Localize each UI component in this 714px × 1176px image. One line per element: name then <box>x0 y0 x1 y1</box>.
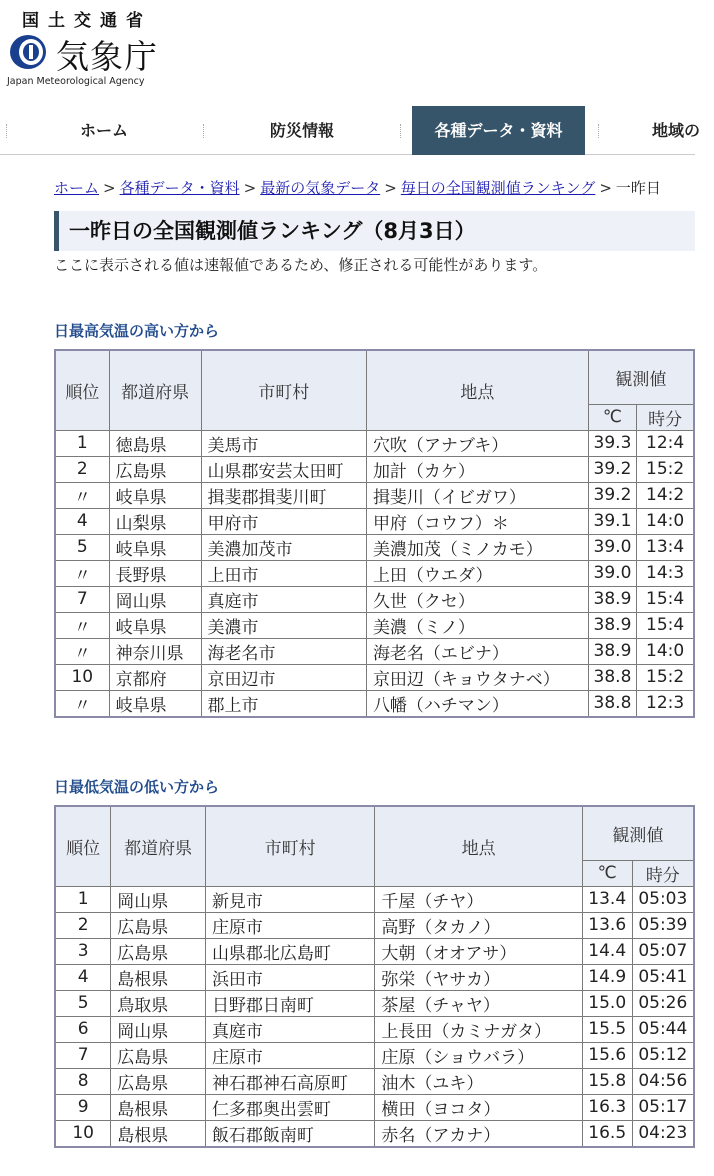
table-row <box>55 912 694 938</box>
prefecture-cell: 島根県 <box>111 1094 206 1120</box>
breadcrumb-link-home[interactable]: ホーム <box>54 179 100 197</box>
max-temp-table-viewport[interactable] <box>0 349 695 731</box>
value-cell: 16.3 <box>582 1094 632 1120</box>
table-row <box>55 1120 694 1147</box>
nav-separator <box>6 124 7 138</box>
prefecture-cell: 岐阜県 <box>109 482 201 508</box>
col-header-unit: ℃ <box>582 860 632 886</box>
site-header <box>0 0 695 100</box>
rank-cell: 〃 <box>55 690 109 717</box>
value-cell: 15.5 <box>582 1016 632 1042</box>
city-cell: 山県郡安芸太田町 <box>201 456 366 482</box>
rank-cell: 1 <box>55 886 111 912</box>
station-cell: 揖斐川（イビガワ） <box>366 482 588 508</box>
prefecture-cell: 広島県 <box>111 912 206 938</box>
col-header-observed-value: 観測値 <box>588 350 694 404</box>
prefecture-cell: 長野県 <box>109 560 201 586</box>
city-cell: 神石郡神石高原町 <box>205 1068 374 1094</box>
table-row <box>55 430 694 456</box>
time-cell: 15:2 <box>637 664 694 690</box>
time-cell: 15:2 <box>637 456 694 482</box>
station-cell: 庄原（ショウバラ） <box>375 1042 582 1068</box>
min-temp-table-viewport[interactable] <box>0 805 695 1160</box>
table-row <box>55 638 694 664</box>
nav-separator <box>400 124 401 138</box>
station-cell: 加計（カケ） <box>366 456 588 482</box>
city-cell: 美濃市 <box>201 612 366 638</box>
time-cell: 05:39 <box>632 912 694 938</box>
station-cell: 上田（ウエダ） <box>366 560 588 586</box>
prefecture-cell: 岡山県 <box>111 886 206 912</box>
station-cell: 海老名（エビナ） <box>366 638 588 664</box>
table-row <box>55 508 694 534</box>
city-cell: 美濃加茂市 <box>201 534 366 560</box>
city-cell: 庄原市 <box>205 1042 374 1068</box>
table-row <box>55 534 694 560</box>
section-title-max-temp: 日最高気温の高い方から <box>54 322 220 340</box>
nav-item-home[interactable]: ホーム <box>79 121 128 140</box>
value-cell: 38.9 <box>588 638 636 664</box>
col-header-unit: ℃ <box>588 404 636 430</box>
rank-cell: 1 <box>55 430 109 456</box>
value-cell: 14.9 <box>582 964 632 990</box>
time-cell: 05:26 <box>632 990 694 1016</box>
prefecture-cell: 広島県 <box>109 456 201 482</box>
breadcrumb-current: 一昨日 <box>615 179 661 197</box>
city-cell: 浜田市 <box>205 964 374 990</box>
prefecture-cell: 徳島県 <box>109 430 201 456</box>
city-cell: 仁多郡奥出雲町 <box>205 1094 374 1120</box>
station-cell: 美濃加茂（ミノカモ） <box>366 534 588 560</box>
nav-item-data[interactable]: 各種データ・資料 <box>412 106 585 155</box>
city-cell: 美馬市 <box>201 430 366 456</box>
city-cell: 真庭市 <box>201 586 366 612</box>
value-cell: 38.9 <box>588 586 636 612</box>
city-cell: 新見市 <box>205 886 374 912</box>
time-cell: 15:4 <box>637 586 694 612</box>
prefecture-cell: 山梨県 <box>109 508 201 534</box>
station-cell: 穴吹（アナブキ） <box>366 430 588 456</box>
table-row <box>55 1094 694 1120</box>
max-temp-rows <box>55 430 694 717</box>
min-temp-ranking-table <box>54 805 695 1148</box>
time-cell: 05:07 <box>632 938 694 964</box>
table-row <box>55 1068 694 1094</box>
value-cell: 39.2 <box>588 456 636 482</box>
prefecture-cell: 島根県 <box>111 964 206 990</box>
rank-cell: 〃 <box>55 612 109 638</box>
col-header-rank: 順位 <box>55 350 109 430</box>
col-header-city: 市町村 <box>201 350 366 430</box>
col-header-prefecture: 都道府県 <box>111 806 206 886</box>
time-cell: 05:17 <box>632 1094 694 1120</box>
rank-cell: 10 <box>55 1120 111 1147</box>
col-header-rank: 順位 <box>55 806 111 886</box>
nav-separator <box>598 124 599 138</box>
table-row <box>55 664 694 690</box>
value-cell: 39.2 <box>588 482 636 508</box>
provisional-notice: ここに表示される値は速報値であるため、修正される可能性があります。 <box>54 256 548 274</box>
time-cell: 15:4 <box>637 612 694 638</box>
prefecture-cell: 岡山県 <box>109 586 201 612</box>
rank-cell: 4 <box>55 508 109 534</box>
value-cell: 15.8 <box>582 1068 632 1094</box>
table-row <box>55 456 694 482</box>
city-cell: 山県郡北広島町 <box>205 938 374 964</box>
station-cell: 甲府（コウフ）＊ <box>366 508 588 534</box>
min-temp-rows <box>55 886 694 1147</box>
nav-item-disaster-info[interactable]: 防災情報 <box>269 121 334 140</box>
station-cell: 高野（タカノ） <box>375 912 582 938</box>
value-cell: 16.5 <box>582 1120 632 1147</box>
agency-english-name: Japan Meteorological Agency <box>7 76 145 87</box>
station-cell: 京田辺（キョウタナベ） <box>366 664 588 690</box>
station-cell: 上長田（カミナガタ） <box>375 1016 582 1042</box>
time-cell: 14:2 <box>637 482 694 508</box>
prefecture-cell: 京都府 <box>109 664 201 690</box>
rank-cell: 2 <box>55 912 111 938</box>
col-header-time: 時分 <box>632 860 694 886</box>
city-cell: 郡上市 <box>201 690 366 717</box>
value-cell: 38.8 <box>588 690 636 717</box>
time-cell: 05:44 <box>632 1016 694 1042</box>
rank-cell: 7 <box>55 586 109 612</box>
prefecture-cell: 岡山県 <box>111 1016 206 1042</box>
table-row <box>55 964 694 990</box>
prefecture-cell: 岐阜県 <box>109 612 201 638</box>
breadcrumb-separator: > <box>243 179 257 197</box>
value-cell: 38.8 <box>588 664 636 690</box>
city-cell: 日野郡日南町 <box>205 990 374 1016</box>
col-header-time: 時分 <box>637 404 694 430</box>
station-cell: 八幡（ハチマン） <box>366 690 588 717</box>
breadcrumb-link-ranking[interactable]: 毎日の全国観測値ランキング <box>400 179 596 197</box>
jma-logo-icon[interactable] <box>8 33 48 71</box>
value-cell: 39.1 <box>588 508 636 534</box>
station-cell: 赤名（アカナ） <box>375 1120 582 1147</box>
prefecture-cell: 岐阜県 <box>109 534 201 560</box>
rank-cell: 9 <box>55 1094 111 1120</box>
city-cell: 京田辺市 <box>201 664 366 690</box>
breadcrumb-separator: > <box>599 179 612 197</box>
city-cell: 揖斐郡揖斐川町 <box>201 482 366 508</box>
breadcrumb-separator: > <box>384 179 397 197</box>
time-cell: 04:23 <box>632 1120 694 1147</box>
table-row <box>55 886 694 912</box>
prefecture-cell: 岐阜県 <box>109 690 201 717</box>
station-cell: 横田（ヨコタ） <box>375 1094 582 1120</box>
col-header-station: 地点 <box>375 806 582 886</box>
station-cell: 千屋（チヤ） <box>375 886 582 912</box>
time-cell: 05:12 <box>632 1042 694 1068</box>
station-cell: 久世（クセ） <box>366 586 588 612</box>
time-cell: 12:4 <box>637 430 694 456</box>
prefecture-cell: 広島県 <box>111 1068 206 1094</box>
time-cell: 05:41 <box>632 964 694 990</box>
col-header-observed-value: 観測値 <box>582 806 694 860</box>
page-title: 一昨日の全国観測値ランキング（8月3日） <box>54 211 695 251</box>
prefecture-cell: 島根県 <box>111 1120 206 1147</box>
rank-cell: 2 <box>55 456 109 482</box>
city-cell: 飯石郡飯南町 <box>205 1120 374 1147</box>
col-header-city: 市町村 <box>205 806 374 886</box>
rank-cell: 〃 <box>55 638 109 664</box>
prefecture-cell: 広島県 <box>111 1042 206 1068</box>
rank-cell: 5 <box>55 990 111 1016</box>
col-header-prefecture: 都道府県 <box>109 350 201 430</box>
rank-cell: 10 <box>55 664 109 690</box>
section-title-min-temp: 日最低気温の低い方から <box>54 778 220 796</box>
time-cell: 14:0 <box>637 508 694 534</box>
city-cell: 庄原市 <box>205 912 374 938</box>
rank-cell: 3 <box>55 938 111 964</box>
table-row <box>55 612 694 638</box>
station-cell: 茶屋（チャヤ） <box>375 990 582 1016</box>
table-row <box>55 1042 694 1068</box>
prefecture-cell: 広島県 <box>111 938 206 964</box>
rank-cell: 〃 <box>55 482 109 508</box>
time-cell: 05:03 <box>632 886 694 912</box>
prefecture-cell: 神奈川県 <box>109 638 201 664</box>
city-cell: 上田市 <box>201 560 366 586</box>
agency-name[interactable]: 気象庁 <box>56 37 158 76</box>
city-cell: 甲府市 <box>201 508 366 534</box>
station-cell: 美濃（ミノ） <box>366 612 588 638</box>
time-cell: 04:56 <box>632 1068 694 1094</box>
table-row <box>55 938 694 964</box>
station-cell: 大朝（オオアサ） <box>375 938 582 964</box>
table-row <box>55 560 694 586</box>
table-row <box>55 990 694 1016</box>
rank-cell: 4 <box>55 964 111 990</box>
value-cell: 15.0 <box>582 990 632 1016</box>
table-row <box>55 586 694 612</box>
global-nav <box>0 106 701 155</box>
city-cell: 海老名市 <box>201 638 366 664</box>
table-row <box>55 1016 694 1042</box>
prefecture-cell: 鳥取県 <box>111 990 206 1016</box>
ministry-name: 国土交通省 <box>22 11 152 31</box>
city-cell: 真庭市 <box>205 1016 374 1042</box>
breadcrumb <box>54 177 714 198</box>
value-cell: 15.6 <box>582 1042 632 1068</box>
table-row <box>55 482 694 508</box>
table-row <box>55 690 694 717</box>
value-cell: 14.4 <box>582 938 632 964</box>
value-cell: 39.0 <box>588 534 636 560</box>
rank-cell: 6 <box>55 1016 111 1042</box>
rank-cell: 5 <box>55 534 109 560</box>
value-cell: 39.3 <box>588 430 636 456</box>
rank-cell: 8 <box>55 1068 111 1094</box>
time-cell: 14:3 <box>637 560 694 586</box>
value-cell: 39.0 <box>588 560 636 586</box>
value-cell: 13.6 <box>582 912 632 938</box>
station-cell: 弥栄（ヤサカ） <box>375 964 582 990</box>
breadcrumb-separator: > <box>103 179 116 197</box>
nav-item-regional[interactable]: 地域の <box>652 121 701 140</box>
rank-cell: 〃 <box>55 560 109 586</box>
breadcrumb-link-data[interactable]: 各種データ・資料 <box>119 179 240 197</box>
col-header-station: 地点 <box>366 350 588 430</box>
time-cell: 14:0 <box>637 638 694 664</box>
station-cell: 油木（ユキ） <box>375 1068 582 1094</box>
time-cell: 12:3 <box>637 690 694 717</box>
value-cell: 13.4 <box>582 886 632 912</box>
max-temp-ranking-table <box>54 349 695 718</box>
value-cell: 38.9 <box>588 612 636 638</box>
rank-cell: 7 <box>55 1042 111 1068</box>
nav-separator <box>203 124 204 138</box>
time-cell: 13:4 <box>637 534 694 560</box>
breadcrumb-link-latest[interactable]: 最新の気象データ <box>260 179 381 197</box>
